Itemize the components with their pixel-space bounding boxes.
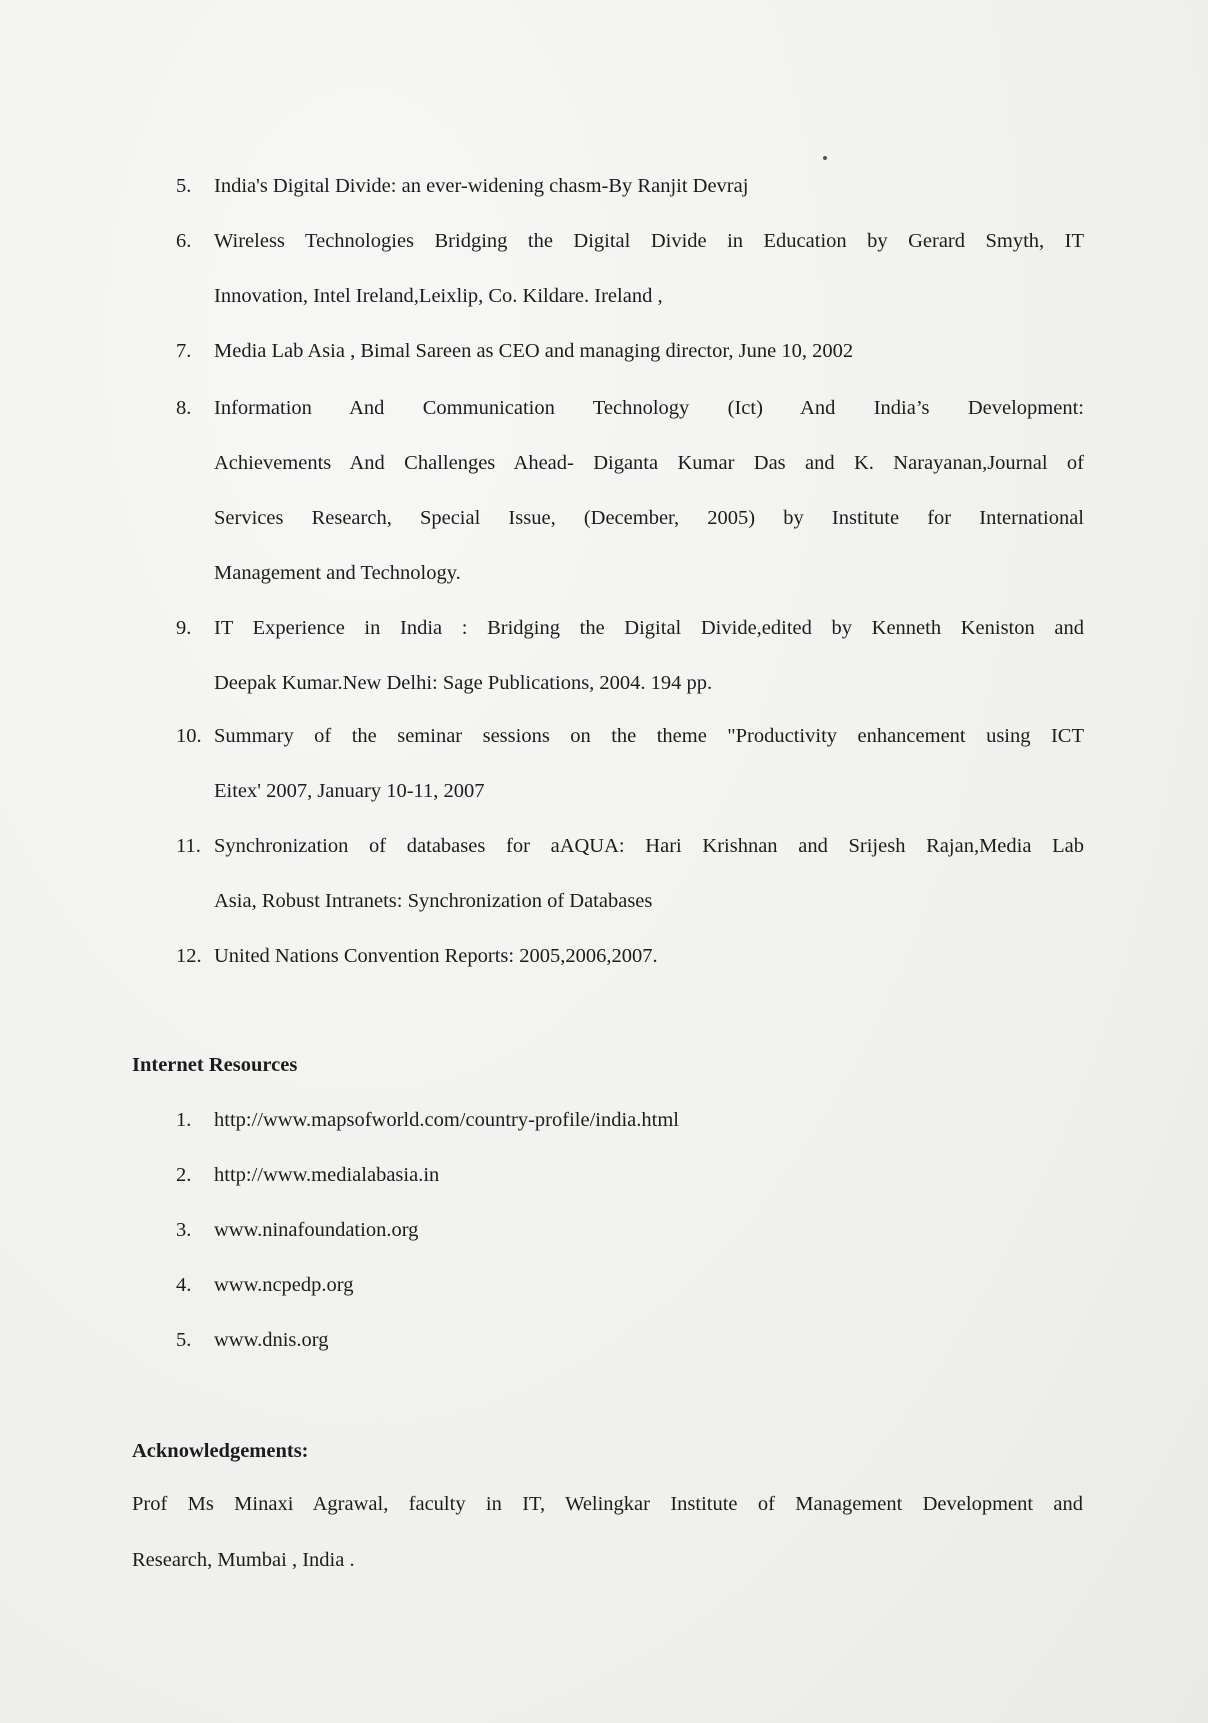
reference-number: 6. — [176, 230, 192, 252]
reference-text: Wireless Technologies Bridging the Digital Divide in Education by Gerard Smyth, IT — [214, 230, 1084, 252]
reference-text: Synchronization of databases for aAQUA: Hari Krishnan and Srijesh Rajan,Media Lab — [214, 835, 1084, 857]
reference-number: 9. — [176, 617, 192, 639]
reference-text: Information And Communication Technology (Ict) And India’s Development: — [214, 397, 1084, 419]
acknowledgements-text — [132, 1476, 1083, 1588]
reference-number: 12. — [176, 945, 202, 967]
acknowledgements-line: Prof Ms Minaxi Agrawal, faculty in IT, Welingkar Institute of Management Development and — [132, 1493, 1083, 1515]
acknowledgements-line: Research, Mumbai , India . — [132, 1549, 355, 1571]
acknowledgements-heading: Acknowledgements: — [132, 1440, 309, 1462]
resource-url: http://www.mapsofworld.com/country-profile/india.html — [214, 1109, 679, 1131]
resource-number: 5. — [176, 1329, 192, 1351]
reference-text: Deepak Kumar.New Delhi: Sage Publications, 2004. 194 pp. — [214, 672, 713, 694]
reference-text: India's Digital Divide: an ever-widening chasm-By Ranjit Devraj — [214, 175, 749, 197]
resource-url: www.ncpedp.org — [214, 1274, 354, 1296]
reference-text: IT Experience in India : Bridging the Digital Divide,edited by Kenneth Keniston and — [214, 617, 1084, 639]
reference-number: 10. — [176, 725, 202, 747]
reference-text: Achievements And Challenges Ahead- Diganta Kumar Das and K. Narayanan,Journal of — [214, 452, 1084, 474]
reference-number: 5. — [176, 175, 192, 197]
resource-number: 2. — [176, 1164, 192, 1186]
reference-number: 11. — [176, 835, 201, 857]
reference-text: United Nations Convention Reports: 2005,2006,2007. — [214, 945, 658, 967]
resource-url: www.ninafoundation.org — [214, 1219, 419, 1241]
resource-number: 3. — [176, 1219, 192, 1241]
resource-url: http://www.medialabasia.in — [214, 1164, 440, 1186]
reference-text: Innovation, Intel Ireland,Leixlip, Co. Kildare. Ireland , — [214, 285, 663, 307]
reference-number: 8. — [176, 397, 192, 419]
resource-number: 1. — [176, 1109, 192, 1131]
reference-text: Media Lab Asia , Bimal Sareen as CEO and managing director, June 10, 2002 — [214, 340, 854, 362]
reference-text: Eitex' 2007, January 10-11, 2007 — [214, 780, 485, 802]
reference-number: 7. — [176, 340, 192, 362]
resource-url: www.dnis.org — [214, 1329, 329, 1351]
reference-text: Management and Technology. — [214, 562, 461, 584]
reference-text: Services Research, Special Issue, (December, 2005) by Institute for International — [214, 507, 1084, 529]
resource-number: 4. — [176, 1274, 192, 1296]
reference-text: Asia, Robust Intranets: Synchronization of Databases — [214, 890, 653, 912]
reference-text: Summary of the seminar sessions on the theme "Productivity enhancement using ICT — [214, 725, 1084, 747]
internet-resources-heading: Internet Resources — [132, 1054, 298, 1076]
